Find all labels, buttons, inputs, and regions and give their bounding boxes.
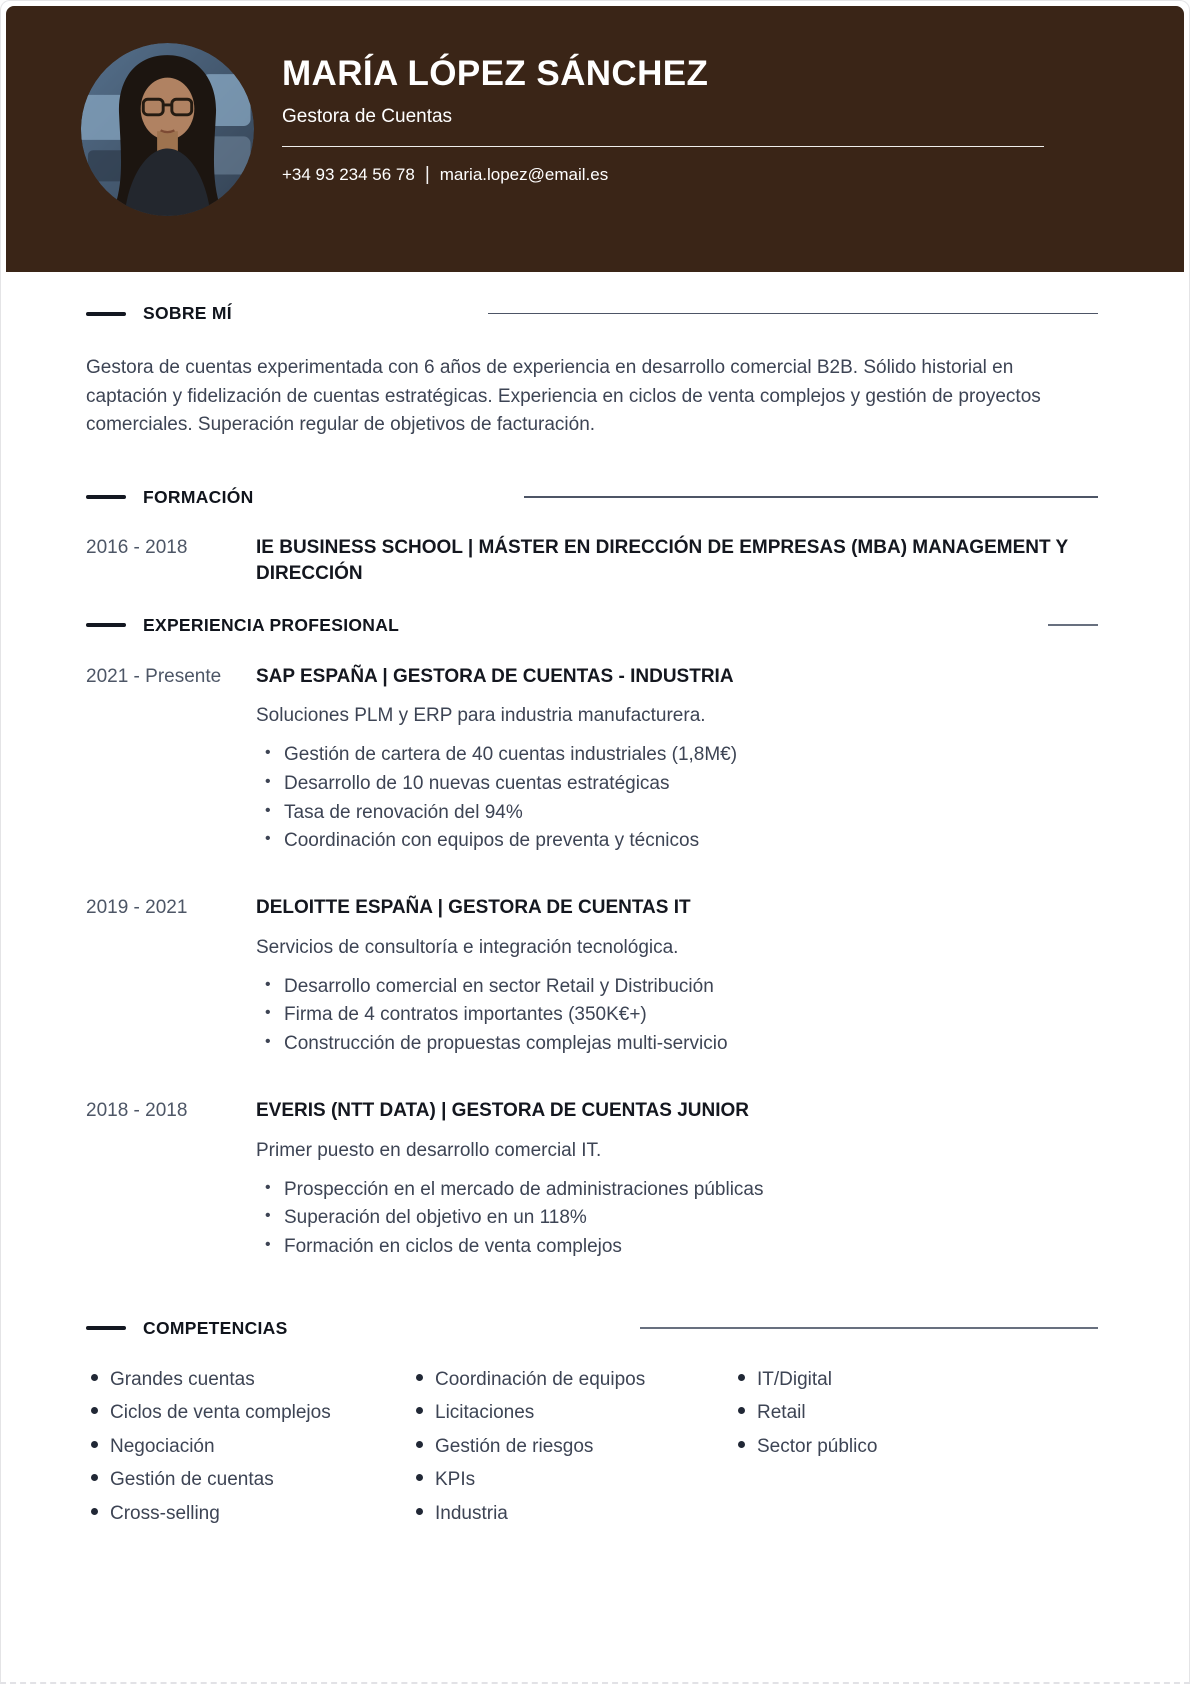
skill-label: Licitaciones — [435, 1402, 535, 1424]
header-divider — [282, 146, 1044, 147]
skill-label: Coordinación de equipos — [435, 1368, 646, 1390]
skill-label: Industria — [435, 1502, 508, 1524]
job-dates: 2021 - Presente — [86, 665, 222, 687]
skill-item — [86, 1370, 411, 1390]
section-title-experience: EXPERIENCIA PROFESIONAL — [143, 614, 400, 635]
skill-item — [86, 1437, 411, 1457]
skills-column-2 — [411, 1370, 733, 1538]
header-text-block — [282, 54, 1044, 186]
person-job-title: Gestora de Cuentas — [282, 106, 453, 127]
skill-item — [411, 1470, 733, 1490]
bullet-dot-icon — [91, 1374, 98, 1381]
bullet-dot-icon — [738, 1374, 745, 1381]
job-entry-deloitte — [86, 895, 1098, 1059]
section-education-header — [86, 487, 1098, 508]
job-bullet-list — [256, 973, 1098, 1059]
job-title: DELOITTE ESPAÑA | GESTORA DE CUENTAS IT — [256, 897, 691, 919]
resume-header — [6, 6, 1184, 272]
section-rule — [488, 313, 1098, 315]
bullet-item: • Firma de 4 contratos importantes (350K€+) — [265, 1001, 1098, 1030]
skill-label: Sector público — [757, 1435, 878, 1457]
section-dash — [86, 312, 126, 316]
job-dates: 2018 - 2018 — [86, 1100, 188, 1122]
person-name: MARÍA LÓPEZ SÁNCHEZ — [282, 54, 709, 93]
bullet-item: • Construcción de propuestas complejas multi-servicio — [265, 1030, 1098, 1059]
section-skills-header — [86, 1318, 1098, 1339]
skills-column-1 — [86, 1370, 411, 1538]
bullet-dot-icon — [91, 1407, 98, 1414]
job-details — [256, 895, 1098, 1059]
bullet-dot-icon — [416, 1441, 423, 1448]
section-rule — [640, 1327, 1098, 1329]
bullet-dot-icon — [416, 1474, 423, 1481]
job-details — [256, 1098, 1098, 1262]
bullet-item: • Desarrollo de 10 nuevas cuentas estratégicas — [265, 770, 1098, 799]
skill-label: Gestión de riesgos — [435, 1435, 594, 1457]
bullet-dot-icon — [416, 1407, 423, 1414]
job-description: Soluciones PLM y ERP para industria manufacturera. — [256, 705, 706, 726]
bullet-dot-icon — [91, 1474, 98, 1481]
contact-line — [282, 164, 1044, 186]
skill-item — [733, 1437, 1098, 1457]
section-title-education: FORMACIÓN — [143, 486, 254, 507]
education-entry — [86, 535, 1098, 588]
contact-separator: | — [424, 164, 430, 185]
job-description: Primer puesto en desarrollo comercial IT. — [256, 1139, 602, 1161]
education-title: IE BUSINESS SCHOOL | MÁSTER EN DIRECCIÓN DE EMPRESAS (MBA) MANAGEMENT Y DIRECCIÓN — [256, 536, 1068, 584]
section-about-header — [86, 303, 1098, 324]
job-title: SAP ESPAÑA | GESTORA DE CUENTAS - INDUSTRIA — [256, 665, 734, 687]
job-bullet-list — [256, 1176, 1098, 1262]
bullet-item: • Desarrollo comercial en sector Retail y Distribución — [265, 973, 1098, 1002]
skill-label: Gestión de cuentas — [110, 1469, 274, 1491]
skill-label: Negociación — [110, 1435, 215, 1457]
bullet-item: • Coordinación con equipos de preventa y técnicos — [265, 827, 1098, 856]
section-dash — [86, 623, 126, 627]
phone-number: +34 93 234 56 78 — [282, 165, 415, 184]
bullet-dot-icon — [91, 1441, 98, 1448]
skill-label: Retail — [757, 1402, 806, 1424]
skill-item — [411, 1370, 733, 1390]
bullet-dot-icon — [738, 1441, 745, 1448]
skill-item — [411, 1437, 733, 1457]
bullet-dot-icon — [416, 1374, 423, 1381]
bullet-dot-icon — [738, 1407, 745, 1414]
skill-label: IT/Digital — [757, 1368, 832, 1390]
job-title: EVERIS (NTT DATA) | GESTORA DE CUENTAS JUNIOR — [256, 1100, 750, 1122]
education-dates: 2016 - 2018 — [86, 536, 188, 558]
skill-item — [411, 1403, 733, 1423]
skill-label: Ciclos de venta complejos — [110, 1402, 331, 1424]
job-details — [256, 664, 1098, 857]
portrait-avatar-icon — [81, 43, 254, 216]
skill-item — [411, 1504, 733, 1524]
section-rule — [524, 496, 1098, 498]
resume-body — [6, 303, 1184, 1537]
skill-item — [733, 1403, 1098, 1423]
skill-label: Grandes cuentas — [110, 1368, 255, 1390]
skill-label: KPIs — [435, 1469, 476, 1491]
skill-item — [733, 1370, 1098, 1390]
section-title-skills: COMPETENCIAS — [143, 1317, 288, 1338]
section-dash — [86, 495, 126, 499]
section-education — [86, 487, 1098, 588]
bullet-item: • Superación del objetivo en un 118% — [265, 1204, 1098, 1233]
bullet-dot-icon — [91, 1508, 98, 1515]
section-title-about: SOBRE MÍ — [143, 303, 232, 323]
job-dates: 2019 - 2021 — [86, 897, 188, 919]
section-experience-header — [86, 615, 1098, 636]
section-experience — [86, 615, 1098, 1262]
profile-photo — [81, 43, 254, 216]
email-address: maria.lopez@email.es — [439, 165, 609, 184]
job-bullet-list — [256, 741, 1098, 856]
bullet-item: • Tasa de renovación del 94% — [265, 799, 1098, 828]
section-about — [86, 303, 1098, 440]
bullet-item: • Prospección en el mercado de administraciones públicas — [265, 1176, 1098, 1205]
section-skills — [86, 1318, 1098, 1538]
job-entry-everis — [86, 1098, 1098, 1262]
bullet-dot-icon — [416, 1508, 423, 1515]
job-description: Servicios de consultoría e integración tecnológica. — [256, 936, 679, 958]
bullet-item: • Gestión de cartera de 40 cuentas industriales (1,8M€) — [265, 741, 1098, 770]
job-entry-sap — [86, 664, 1098, 857]
skill-label: Cross-selling — [110, 1502, 220, 1524]
skills-grid — [86, 1370, 1098, 1538]
skill-item — [86, 1403, 411, 1423]
about-paragraph: Gestora de cuentas experimentada con 6 años de experiencia en desarrollo comercial B2B. Sólido historial en captación y fidelización de cuentas estratégicas. Experiencia en ciclos de venta complejos y gestión de proyectos comerciales. Superación regular de objetivos de facturación. — [86, 357, 1041, 435]
skill-item — [86, 1470, 411, 1490]
skill-item — [86, 1504, 411, 1524]
bullet-item: • Formación en ciclos de venta complejos — [265, 1233, 1098, 1262]
section-dash — [86, 1326, 126, 1330]
section-rule — [1048, 624, 1098, 626]
skills-column-3 — [733, 1370, 1098, 1538]
